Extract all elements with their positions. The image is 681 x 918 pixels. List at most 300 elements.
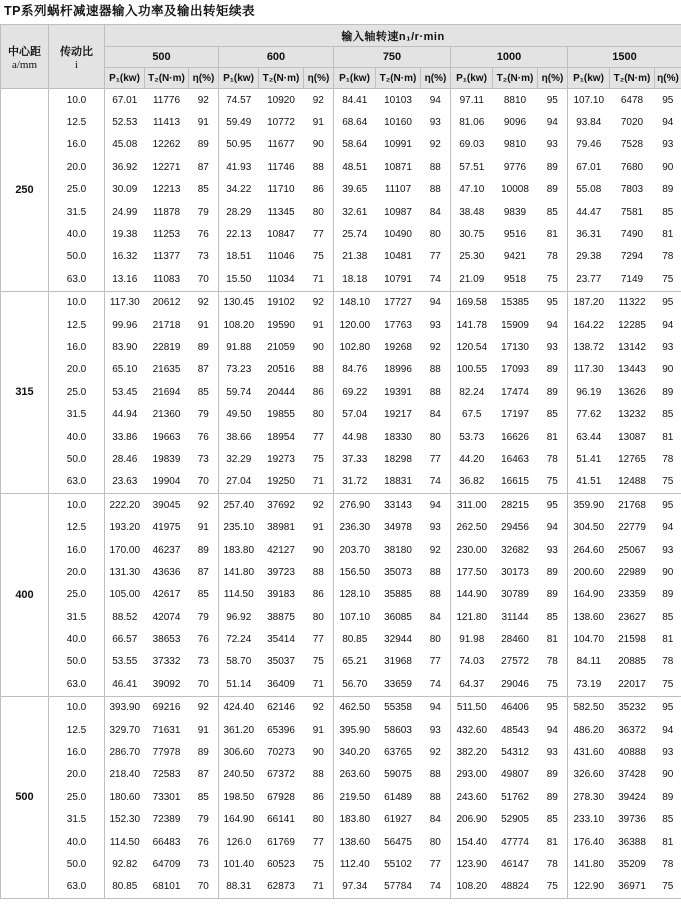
power-cell: 13.16 — [105, 268, 145, 291]
efficiency-cell: 93 — [655, 134, 681, 156]
power-cell: 38.66 — [226, 431, 252, 443]
speed-header-500: 500 — [105, 47, 219, 68]
ratio-cell: 20.0 — [49, 764, 105, 786]
table-row — [1, 719, 681, 741]
power-cell: 112.40 — [334, 853, 376, 875]
power-cell: 306.60 — [223, 747, 255, 759]
torque-cell: 13142 — [618, 341, 646, 353]
efficiency-cell: 95 — [538, 494, 568, 517]
table-row — [1, 494, 681, 517]
power-cell: 138.60 — [573, 611, 605, 623]
torque-cell: 18298 — [376, 448, 421, 470]
power-cell: 183.80 — [219, 539, 259, 561]
table-row — [1, 764, 681, 786]
power-cell: 131.30 — [109, 566, 141, 578]
efficiency-cell: 92 — [304, 291, 334, 314]
torque-cell: 46147 — [493, 853, 538, 875]
power-cell: 68.64 — [342, 117, 368, 129]
power-cell: 57.04 — [334, 403, 376, 425]
torque-cell: 28460 — [493, 628, 538, 650]
torque-cell: 11677 — [259, 134, 304, 156]
ratio-cell: 10.0 — [49, 494, 105, 517]
efficiency-cell: 89 — [538, 561, 568, 583]
torque-cell: 59075 — [376, 764, 421, 786]
torque-cell: 57784 — [376, 876, 421, 899]
power-cell: 15.50 — [219, 268, 259, 291]
torque-cell: 56475 — [384, 836, 412, 848]
torque-cell: 12262 — [145, 134, 189, 156]
power-cell: 141.80 — [223, 566, 255, 578]
table-row — [1, 584, 681, 606]
torque-col-header: T₂(N·m) — [259, 68, 304, 89]
efficiency-cell: 86 — [304, 179, 334, 201]
efficiency-cell: 84 — [421, 403, 451, 425]
power-cell: 69.22 — [342, 386, 368, 398]
torque-cell: 71631 — [145, 719, 189, 741]
torque-cell: 11083 — [145, 268, 189, 291]
efficiency-cell: 77 — [421, 853, 451, 875]
torque-cell: 61489 — [384, 791, 412, 803]
efficiency-cell: 94 — [421, 89, 451, 112]
torque-cell: 35414 — [259, 628, 304, 650]
table-row — [1, 809, 681, 831]
efficiency-cell: 84 — [421, 606, 451, 628]
torque-cell: 39736 — [610, 809, 655, 831]
power-cell: 32.61 — [342, 206, 368, 218]
efficiency-cell: 70 — [189, 673, 219, 696]
torque-cell: 49807 — [493, 764, 538, 786]
efficiency-cell: 91 — [304, 111, 334, 133]
efficiency-cell: 89 — [189, 134, 219, 156]
torque-cell: 21694 — [152, 386, 181, 398]
table-row — [1, 403, 681, 425]
torque-cell: 7149 — [610, 268, 655, 291]
torque-cell: 35037 — [267, 656, 295, 668]
center-distance-cell: 250 — [1, 89, 49, 292]
efficiency-cell: 87 — [189, 764, 219, 786]
efficiency-cell: 92 — [421, 741, 451, 763]
power-cell: 206.90 — [451, 809, 493, 831]
efficiency-cell: 95 — [538, 696, 568, 719]
power-cell: 22.13 — [219, 223, 259, 245]
power-cell: 67.01 — [576, 161, 602, 173]
ratio-cell: 12.5 — [49, 314, 105, 336]
efficiency-cell: 74 — [421, 471, 451, 494]
torque-cell: 10791 — [376, 268, 421, 291]
torque-cell: 42127 — [259, 539, 304, 561]
efficiency-cell: 71 — [304, 268, 334, 291]
efficiency-cell: 85 — [538, 403, 568, 425]
efficiency-cell: 79 — [189, 201, 219, 223]
efficiency-cell: 87 — [189, 359, 219, 381]
power-cell: 236.30 — [339, 522, 371, 534]
power-cell: 65.21 — [342, 656, 368, 668]
efficiency-cell: 92 — [189, 89, 219, 112]
power-cell: 183.80 — [334, 809, 376, 831]
torque-cell: 31144 — [501, 611, 529, 623]
torque-cell: 12213 — [145, 179, 189, 201]
power-cell: 80.85 — [105, 876, 145, 899]
efficiency-cell: 74 — [421, 268, 451, 291]
ratio-cell: 20.0 — [49, 561, 105, 583]
torque-cell: 7294 — [620, 251, 644, 263]
table-row — [1, 786, 681, 808]
torque-cell: 11107 — [376, 179, 421, 201]
power-cell: 37.33 — [334, 448, 376, 470]
ratio-cell: 31.5 — [49, 403, 105, 425]
torque-cell: 7490 — [610, 223, 655, 245]
torque-cell: 20444 — [267, 386, 295, 398]
table-row — [1, 89, 681, 112]
torque-cell: 39723 — [267, 566, 295, 578]
torque-cell: 60523 — [259, 853, 304, 875]
efficiency-cell: 80 — [304, 201, 334, 223]
power-cell: 169.58 — [456, 297, 488, 309]
center-distance-cell: 400 — [1, 494, 49, 697]
efficiency-cell: 90 — [655, 359, 681, 381]
table-row — [1, 336, 681, 358]
power-cell: 193.20 — [109, 522, 141, 534]
efficiency-cell: 77 — [304, 628, 334, 650]
power-cell: 77.62 — [568, 403, 610, 425]
torque-cell: 18996 — [376, 359, 421, 381]
ratio-cell: 25.0 — [49, 786, 105, 808]
power-cell: 50.95 — [219, 134, 259, 156]
torque-cell: 10847 — [259, 223, 304, 245]
efficiency-cell: 75 — [655, 673, 681, 696]
torque-cell: 20612 — [152, 297, 181, 309]
efficiency-cell: 85 — [655, 809, 681, 831]
power-cell: 117.30 — [568, 359, 610, 381]
torque-cell: 70273 — [267, 747, 295, 759]
power-cell: 120.54 — [456, 341, 488, 353]
power-cell: 73.19 — [568, 673, 610, 696]
power-cell: 44.94 — [105, 403, 145, 425]
power-cell: 304.50 — [573, 522, 605, 534]
efficiency-cell: 91 — [189, 719, 219, 741]
torque-cell: 19268 — [384, 341, 412, 353]
power-cell: 23.63 — [105, 471, 145, 494]
torque-cell: 28215 — [493, 494, 538, 517]
table-row — [1, 156, 681, 178]
efficiency-cell: 77 — [421, 246, 451, 268]
ratio-cell: 40.0 — [49, 223, 105, 245]
torque-cell: 16626 — [501, 431, 529, 443]
efficiency-cell: 93 — [655, 336, 681, 358]
efficiency-cell: 91 — [189, 111, 219, 133]
efficiency-cell: 88 — [421, 359, 451, 381]
efficiency-cell: 88 — [304, 359, 334, 381]
power-cell: 55.08 — [568, 179, 610, 201]
efficiency-cell: 93 — [538, 134, 568, 156]
efficiency-cell: 89 — [538, 584, 568, 606]
power-col-header: P₁(kw) — [334, 68, 376, 89]
torque-cell: 22989 — [618, 566, 646, 578]
efficiency-cell: 85 — [538, 606, 568, 628]
torque-cell: 47774 — [501, 836, 529, 848]
torque-cell: 16615 — [493, 471, 538, 494]
power-cell: 511.50 — [456, 702, 487, 714]
power-cell: 79.46 — [568, 134, 610, 156]
efficiency-cell: 71 — [304, 876, 334, 899]
torque-cell: 13443 — [610, 359, 655, 381]
efficiency-cell: 81 — [538, 628, 568, 650]
torque-cell: 35232 — [618, 702, 646, 714]
power-cell: 84.11 — [576, 656, 601, 668]
power-cell: 27.04 — [219, 471, 259, 494]
efficiency-cell: 90 — [304, 741, 334, 763]
power-cell: 21.09 — [451, 268, 493, 291]
torque-cell: 36388 — [618, 836, 646, 848]
torque-cell: 11710 — [259, 179, 304, 201]
efficiency-cell: 94 — [538, 314, 568, 336]
efficiency-cell: 75 — [304, 246, 334, 268]
power-cell: 154.40 — [456, 836, 488, 848]
power-cell: 107.10 — [339, 611, 371, 623]
efficiency-cell: 93 — [538, 336, 568, 358]
efficiency-cell: 89 — [189, 741, 219, 763]
torque-cell: 10871 — [384, 161, 412, 173]
power-cell: 141.80 — [568, 853, 610, 875]
power-cell: 88.31 — [219, 876, 259, 899]
efficiency-cell: 88 — [421, 786, 451, 808]
torque-cell: 31968 — [384, 656, 412, 668]
efficiency-cell: 71 — [304, 471, 334, 494]
efficiency-cell: 86 — [304, 381, 334, 403]
power-cell: 141.78 — [451, 314, 493, 336]
torque-cell: 9516 — [493, 223, 538, 245]
torque-col-header: T₂(N·m) — [493, 68, 538, 89]
torque-cell: 66141 — [259, 809, 304, 831]
ratio-cell: 31.5 — [49, 606, 105, 628]
ratio-cell: 25.0 — [49, 179, 105, 201]
torque-cell: 9421 — [503, 251, 527, 263]
table-row — [1, 628, 681, 650]
power-cell: 128.10 — [334, 584, 376, 606]
power-cell: 53.45 — [112, 386, 138, 398]
torque-cell: 32944 — [376, 628, 421, 650]
torque-cell: 20516 — [259, 359, 304, 381]
power-cell: 218.40 — [105, 764, 145, 786]
power-cell: 25.30 — [459, 251, 485, 263]
torque-cell: 37332 — [152, 656, 181, 668]
power-cell: 359.90 — [568, 494, 610, 517]
torque-cell: 18954 — [267, 431, 295, 443]
efficiency-cell: 90 — [655, 764, 681, 786]
power-cell: 240.50 — [219, 764, 259, 786]
efficiency-cell: 75 — [304, 651, 334, 673]
power-cell: 96.92 — [226, 611, 252, 623]
ratio-header — [49, 25, 105, 89]
torque-cell: 9776 — [503, 161, 527, 173]
table-row — [1, 539, 681, 561]
torque-cell: 23359 — [610, 584, 655, 606]
power-cell: 97.11 — [451, 89, 493, 112]
torque-cell: 25067 — [610, 539, 655, 561]
power-cell: 395.90 — [334, 719, 376, 741]
efficiency-cell: 90 — [304, 134, 334, 156]
efficiency-cell: 80 — [304, 606, 334, 628]
power-cell: 170.00 — [105, 539, 145, 561]
efficiency-cell: 81 — [538, 426, 568, 448]
torque-cell: 39045 — [145, 494, 189, 517]
torque-cell: 63765 — [384, 747, 412, 759]
power-cell: 41.51 — [568, 471, 610, 494]
torque-col-header: T₂(N·m) — [145, 68, 189, 89]
torque-cell: 48824 — [493, 876, 538, 899]
efficiency-cell: 88 — [421, 179, 451, 201]
torque-cell: 38180 — [376, 539, 421, 561]
power-cell: 84.41 — [334, 89, 376, 112]
torque-cell: 55102 — [376, 853, 421, 875]
torque-cell: 29046 — [493, 673, 538, 696]
torque-cell: 19590 — [259, 314, 304, 336]
torque-cell: 68101 — [145, 876, 189, 899]
efficiency-cell: 93 — [655, 741, 681, 763]
power-cell: 187.20 — [573, 297, 605, 309]
efficiency-cell: 85 — [189, 786, 219, 808]
efficiency-cell: 81 — [655, 628, 681, 650]
power-cell: 47.10 — [451, 179, 493, 201]
power-cell: 286.70 — [109, 747, 141, 759]
torque-cell: 11878 — [152, 206, 181, 218]
power-cell: 424.40 — [223, 702, 255, 714]
torque-cell: 65396 — [259, 719, 304, 741]
power-cell: 36.92 — [112, 161, 138, 173]
efficiency-cell: 95 — [655, 696, 681, 719]
power-cell: 114.50 — [109, 836, 140, 848]
torque-cell: 72389 — [145, 809, 189, 831]
torque-col-header: T₂(N·m) — [376, 68, 421, 89]
ratio-cell: 63.0 — [49, 471, 105, 494]
torque-cell: 9096 — [503, 117, 527, 129]
torque-cell: 21360 — [145, 403, 189, 425]
power-cell: 105.00 — [105, 584, 145, 606]
efficiency-cell: 90 — [304, 539, 334, 561]
ratio-cell: 10.0 — [49, 696, 105, 719]
torque-cell: 23627 — [618, 611, 646, 623]
efficiency-cell: 88 — [421, 584, 451, 606]
efficiency-cell: 71 — [304, 673, 334, 696]
torque-cell: 10008 — [493, 179, 538, 201]
torque-cell: 12271 — [152, 161, 181, 173]
torque-cell: 10490 — [376, 223, 421, 245]
torque-cell: 11253 — [145, 223, 189, 245]
torque-cell: 38875 — [267, 611, 295, 623]
power-cell: 486.20 — [568, 719, 610, 741]
torque-cell: 11322 — [618, 297, 646, 309]
power-cell: 88.52 — [112, 611, 138, 623]
torque-cell: 11345 — [267, 206, 295, 218]
power-torque-table — [0, 24, 681, 899]
efficiency-cell: 79 — [189, 403, 219, 425]
efficiency-cell: 89 — [538, 156, 568, 178]
power-cell: 152.30 — [105, 809, 145, 831]
efficiency-col-header: η(%) — [655, 68, 681, 89]
efficiency-cell: 93 — [421, 314, 451, 336]
torque-cell: 7803 — [610, 179, 655, 201]
power-cell: 28.46 — [105, 448, 145, 470]
efficiency-cell: 84 — [421, 201, 451, 223]
power-cell: 25.74 — [334, 223, 376, 245]
torque-cell: 10160 — [384, 117, 412, 129]
efficiency-cell: 88 — [304, 764, 334, 786]
efficiency-cell: 75 — [655, 876, 681, 899]
torque-cell: 19391 — [384, 386, 412, 398]
torque-cell: 21718 — [145, 314, 189, 336]
power-cell: 33.86 — [112, 431, 138, 443]
table-row — [1, 853, 681, 875]
speed-header-1000: 1000 — [451, 47, 568, 68]
power-cell: 38.48 — [459, 206, 485, 218]
efficiency-cell: 95 — [655, 291, 681, 314]
power-cell: 16.32 — [112, 251, 138, 263]
power-cell: 59.49 — [226, 117, 252, 129]
efficiency-cell: 81 — [538, 223, 568, 245]
torque-cell: 12765 — [610, 448, 655, 470]
efficiency-cell: 91 — [304, 719, 334, 741]
power-cell: 24.99 — [112, 206, 138, 218]
torque-cell: 37692 — [259, 494, 304, 517]
efficiency-cell: 70 — [189, 471, 219, 494]
efficiency-cell: 73 — [189, 448, 219, 470]
torque-cell: 17727 — [384, 297, 412, 309]
power-cell: 58.64 — [334, 134, 376, 156]
torque-cell: 30173 — [501, 566, 529, 578]
torque-cell: 6478 — [610, 89, 655, 112]
power-cell: 120.00 — [334, 314, 376, 336]
power-cell: 222.20 — [105, 494, 145, 517]
efficiency-cell: 86 — [304, 786, 334, 808]
torque-cell: 11776 — [145, 89, 189, 112]
power-cell: 156.50 — [339, 566, 371, 578]
power-cell: 45.08 — [105, 134, 145, 156]
power-cell: 122.90 — [568, 876, 610, 899]
power-cell: 138.72 — [573, 341, 605, 353]
efficiency-cell: 85 — [655, 403, 681, 425]
table-row — [1, 359, 681, 381]
efficiency-cell: 85 — [189, 179, 219, 201]
torque-cell: 8810 — [493, 89, 538, 112]
torque-cell: 17130 — [501, 341, 529, 353]
efficiency-cell: 94 — [538, 719, 568, 741]
power-cell: 93.84 — [576, 117, 602, 129]
efficiency-cell: 85 — [189, 381, 219, 403]
torque-cell: 58603 — [376, 719, 421, 741]
efficiency-cell: 89 — [655, 584, 681, 606]
power-cell: 264.60 — [568, 539, 610, 561]
power-cell: 462.50 — [339, 702, 371, 714]
torque-cell: 36085 — [384, 611, 412, 623]
torque-cell: 27572 — [501, 656, 529, 668]
torque-cell: 67372 — [259, 764, 304, 786]
power-cell: 340.20 — [339, 747, 371, 759]
table-title: TP系列蜗杆减速器输入功率及输出转矩续表 — [4, 4, 255, 18]
power-cell: 198.50 — [223, 791, 255, 803]
efficiency-cell: 92 — [304, 89, 334, 112]
efficiency-cell: 81 — [655, 831, 681, 853]
torque-cell: 22779 — [618, 522, 646, 534]
efficiency-cell: 88 — [421, 764, 451, 786]
torque-cell: 64709 — [145, 853, 189, 875]
power-cell: 34.22 — [219, 179, 259, 201]
torque-cell: 11046 — [267, 251, 295, 263]
torque-col-header: T₂(N·m) — [610, 68, 655, 89]
power-cell: 59.74 — [226, 386, 252, 398]
torque-cell: 9518 — [493, 268, 538, 291]
efficiency-cell: 81 — [655, 223, 681, 245]
power-cell: 44.20 — [451, 448, 493, 470]
